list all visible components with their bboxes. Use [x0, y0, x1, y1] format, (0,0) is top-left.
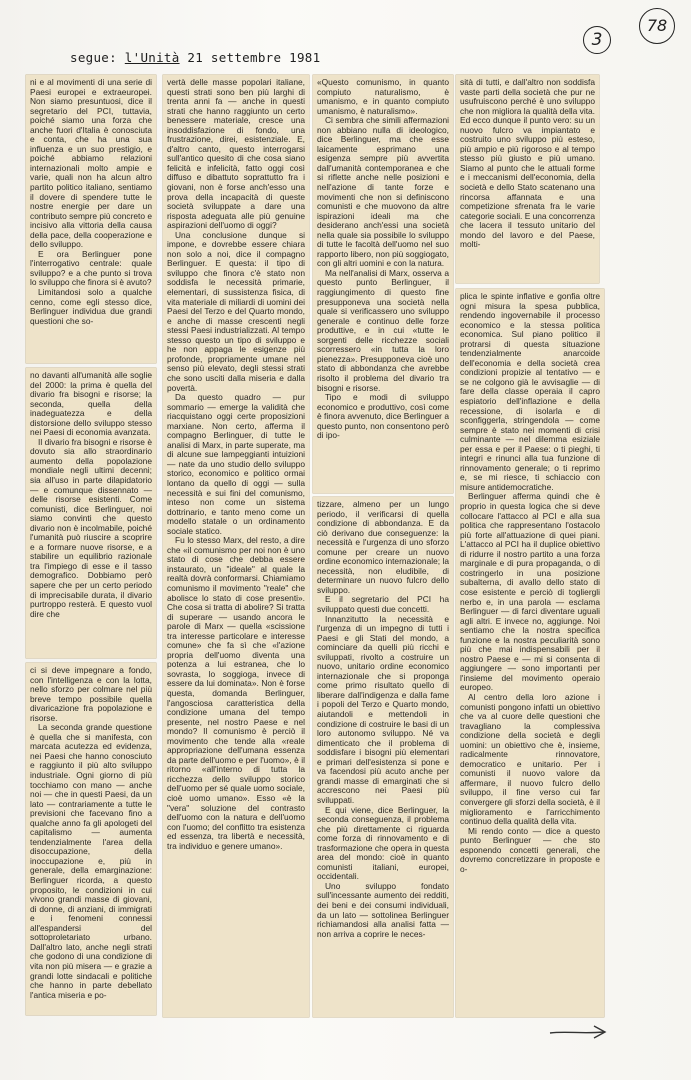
paragraph: vertà delle masse popolari italiane, questi strati sono ben più larghi di trenta anni fa — anche in questi strati che hanno raggiunto un certo benessere materiale, cresce una insoddisfazione di fondo, una frustrazione, direi, esistenziale. E, d'altro canto, questo interrogarsi sull'antico quesito di che cosa siano felicità e infelicità, fatto oggi così diffuso e dibattuto soprattutto fra i giovani, non è forse anch'esso una prova della incapacità di queste società sviluppate a dare una risposta adeguata alle più genuine aspirazioni dell'uomo di oggi? — [167, 77, 305, 231]
header-prefix: segue: — [70, 50, 117, 65]
clipping-column-4a — [456, 75, 599, 283]
clipping-column-1a — [26, 75, 156, 363]
publication-date: 21 settembre 1981 — [187, 50, 321, 65]
clipping-column-3b — [313, 497, 453, 1017]
paragraph: Limitandosi solo a qualche cenno, come egli stesso dice, Berlinguer individua due grandi questioni che so- — [30, 287, 152, 326]
clipping-column-3a — [313, 75, 453, 493]
archive-number-mark: 78 — [639, 8, 675, 44]
clipping-column-2 — [163, 75, 309, 1017]
paragraph: Berlinguer afferma quindi che è proprio in questa logica che si deve collocare l'attacco al PCI e alla sua politica che rappresentano l'ostacolo più forte all'attuazione di quei piani. L'attacco al PCI ha il duplice obiettivo di ridurre il nostro partito a una forza marginale e di pura propaganda, o di costringerlo in una posizione subalterna, di avallo dello stato di cose esistente e perciò di togliergli nerbo e, in una parola — esclama Berlinguer — di farci diventare uguali agli altri. E invece no, aggiunge. Noi sentiamo che la nostra specifica funzione e la nostra peculiarità sono più che mai indispensabili per il nostro Paese e — mi si consenta di aggiungere — sono importanti per l'insieme del movimento operaio europeo. — [460, 491, 600, 693]
paragraph: ci si deve impegnare a fondo, con l'intelligenza e con la lotta, nello sforzo per colmare nel più breve tempo possibile quella divaricazione fra popolazione e risorse. — [30, 665, 152, 723]
paragraph: Una conclusione dunque si impone, e dovrebbe essere chiara non solo a noi, dice il compagno Berlinguer. E questa: il tipo di sviluppo che finora c'è stato non soddisfa le necessità primarie, elementari, di sussistenza fisica, di vita materiale di miliardi di uomini dei Paesi del Terzo e del Quarto mondo, e anche di masse crescenti negli stessi Paesi industrializzati. Al tempo stesso questo un tipo di sviluppo e he non appaga le esigenze più profonde, propriamente umane nel senso più elevato, degli stessi strati che sono usciti dalla miseria e dalla povertà. — [167, 229, 305, 393]
newspaper-name: l'Unità — [124, 50, 180, 65]
paragraph: «Questo comunismo, in quanto compiuto naturalismo, è umanismo, e in quanto compiuto umanismo, è naturalismo». — [317, 77, 449, 116]
paragraph: Tipo e modi di sviluppo economico e produttivo, così come è finora avvenuto, dice Berlinguer a questo punto, non consentono però di ipo- — [317, 392, 449, 441]
paragraph: Uno sviluppo fondato sull'incessante aumento dei redditi, dei beni e dei consumi individuali, da un lato — sottolinea Berlinguer richiamandosi alla analisi fatta — non arriva a coprire le neces- — [317, 880, 449, 939]
clipping-column-1c — [26, 663, 156, 1015]
paragraph: tizzare, almeno per un lungo periodo, il verificarsi di quella condizione di abbondanza. E da ciò derivano due conseguenze: la necessità e l'urgenza di uno sforzo comune per creare un nuovo ordine economico internazionale; la necessità, non eludibile, di determinare un nuovo fulcro dello sviluppo. — [317, 499, 449, 595]
clipping-column-1b — [26, 368, 156, 658]
continue-arrow-icon — [548, 1020, 608, 1044]
page-number-mark: 3 — [583, 26, 611, 54]
paragraph: Ci sembra che simili affermazioni non abbiano nulla di ideologico, dice Berlinguer, ma che esse laicamente esprimano una esigenza sempre più avvertita dall'umanità contemporanea e che si riflette anche nelle posizioni e nell'azione di tante forze e movimenti che non si definiscono comunisti e che muovono da altre ispirazioni ideali ma che desiderano anch'essi una società nella quale sia possibile lo sviluppo di tutte le facoltà dell'uomo nel suo rapporto libero, non più soggiogato, con gli altri uomini e con la natura. — [317, 115, 449, 269]
paragraph: plica le spinte inflative e gonfia oltre ogni misura la spesa pubblica, rendendo ingovernabile il processo economico e la stessa politica economica. Sul piano politico il protrarsi di questa situazione tendenzialmente anarcoide dell'economia e della società crea condizioni propizie al tentativo — e se ne colgono già le avvisaglie — di fare della classe operaia il capro espiatorio dell'inflazione e della recessione, di isolarla e di sconfiggerla, stringendola — come sempre è stato nei momenti di crisi culminante — nel dilemma esiziale per essa e per il Paese: o ti pieghi, ti integri e rinunci alla tua funzione di rinnovamento generale; o ti reprimo e, se mi riesce, ti schiaccio con misure antidemocratiche. — [460, 291, 600, 492]
clipping-column-4b — [456, 289, 604, 1017]
paragraph: no davanti all'umanità alle soglie del 2000: la prima è quella del divario fra bisogni e risorse; la seconda, quella della inadeguatezza e della distorsione dello sviluppo stesso nei Paesi di economia avanzata. — [30, 370, 152, 438]
paragraph: Ma nell'analisi di Marx, osserva a questo punto Berlinguer, il raggiungimento di questo fine presupponeva una società nella quale si verificassero uno sviluppo generale e continuo delle forze produttive, e in cui «tutte le sorgenti delle ricchezze sociali scorressero «in tutta la loro pienezza». Presupponeva cioè uno stato di abbondanza che avrebbe risolto il problema del divario tra bisogni e risorse. — [317, 267, 449, 393]
paragraph: E ora Berlinguer pone l'interrogativo centrale: quale sviluppo? e a che punto si trova lo sviluppo che finora si è avuto? — [30, 248, 152, 288]
paragraph: Fu lo stesso Marx, del resto, a dire che «il comunismo per noi non è uno stato di cose che debba essere instaurato, un "ideale" al quale la realtà dovrà conformarsi. Chiamiamo comunismo il movimento "reale" che abolisce lo stato di cose presenti». Che cosa si tratta di abolire? Si tratta di superare — usando ancora le parole di Marx — quella «scissione tra interesse particolare e interesse comune» che fa sì che «l'azione propria dell'uomo diventa una potenza a lui estranea, che lo sovrasta, lo soggioga, invece di essere da lui dominata». Non è forse questa, domanda Berlinguer, l'angosciosa caratteristica della condizione umana del tempo presente, nel nostro Paese e nel mondo? Il comunismo è perciò il movimento che tende alla «reale appropriazione dell'umana essenza da parte dell'uomo e per l'uomo», è il ritorno «all'interno di tutta la ricchezza dello sviluppo storico dell'uomo per sé quale uomo sociale, cioè uomo umano». Esso «è la "vera" soluzione del contrasto dell'uomo con la natura e dell'uomo con l'uomo; del conflitto tra esistenza ed essenza, tra libertà e necessità, tra individuo e genere umano». — [167, 535, 306, 851]
paragraph: E il segretario del PCI ha sviluppato questi due concetti. — [317, 594, 449, 615]
paragraph: ni e al movimenti di una serie di Paesi europei e extraeuropei. Non siamo presuntuosi, dice il segretario del PCI, tuttavia, poiché siamo una forza che anche fuori d'Italia è conosciuta e conta, che ha una sua influenza e un suo prestigio, e poiché abbiamo relazioni internazionali molto ampie e varie, quali non ha alcun altro partito politico italiano, sentiamo il dovere di spendere tutte le nostre energie per dare un contributo sempre più concreto e incisivo alla vittoria della causa della pace, della cooperazione e dello sviluppo. — [30, 77, 152, 250]
paragraph: E qui viene, dice Berlinguer, la seconda conseguenza, il problema che più direttamente ci riguarda come forza di rinnovamento e di trasformazione che opera in questa area del mondo: cioè in quanto comunisti italiani, europei, occidentali. — [317, 804, 449, 882]
paragraph: Innanzitutto la necessità e l'urgenza di un impegno di tutti i Paesi e gli Stati del mondo, a cominciare da quelli più ricchi e sviluppati, rivolto a costruire un nuovo, unitario ordine economico internazionale che si proponga come primo risultato quello di liberare dall'indigenza e dalla fame i popoli del Terzo e Quarto mondo, aiutandoli e mettendoli in condizione di costruire le basi di un loro autonomo sviluppo. Né va dimenticato che il problema di soddisfare i bisogni più elementari e primari dell'esistenza si pone e va facendosi più acuto anche per grandi masse di emarginati che si accrescono nei Paesi più sviluppati. — [317, 613, 449, 805]
paragraph: Da questo quadro — pur sommario — emerge la validità che riacquistano oggi certe proposizioni marxiane. Non certo, afferma il compagno Berlinguer, di tutte le analisi di Marx, in parte superate, ma di alcune sue lampeggianti intuizioni — nate da uno studio dello sviluppo storico, economico e politico ormai lontano da quello di oggi — sulla necessità e sui fini del comunismo, inteso non come un sistema dottrinario, e tanto meno come un modello statale o un ordinamento sociale statico. — [167, 392, 305, 536]
paragraph: Al centro della loro azione i comunisti pongono infatti un obiettivo che va al cuore delle questioni che travagliano la complessiva condizione della società e degli uomini: un obiettivo che è, insieme, radicalmente rinnovatore, democratico e unitario. Per i comunisti il nuovo valore da affermare, il nuovo fulcro dello sviluppo, il fine verso cui far convergere gli sforzi della società, è il miglioramento e l'arricchimento continuo della qualità della vita. — [460, 691, 600, 827]
paragraph: Il divario fra bisogni e risorse è dovuto sia allo straordinario aumento della popolazione mondiale negli ultimi decenni; sia all'uso in parte dilapidatorio — e comunque dissennato — delle risorse esistenti. Come comunisti, dice Berlinguer, noi siamo convinti che questo divario non è incolmabile, poiché l'umanità può riuscire a scoprire e a formare nuove risorse, e a stabilire un equilibrio razionale tra l'impiego di esse e il tasso demografico. Dobbiamo però sapere che per un certo periodo di imprecisabile durata, il divario purtroppo resterà. E questo vuol dire che — [30, 436, 152, 619]
paragraph: Mi rendo conto — dice a questo punto Berlinguer — che sto esponendo concetti generali, che dovremo concretizzare in proposte e o- — [460, 825, 600, 874]
paragraph: La seconda grande questione è quella che si manifesta, con marcata acutezza ed evidenza, nei Paesi che hanno conosciuto e raggiunto il più alto sviluppo industriale. Ogni giorno di più tocchiamo con mano — anche noi — che in questi Paesi, da un lato — contrariamente a tutte le previsioni che facevano fino a qualche anno fa gli apologeti del capitalismo — aumenta tendenzialmente l'area della disoccupazione, della inoccupazione e, più in generale, della emarginazione: Berlinguer ricorda, a questo proposito, le condizioni in cui vivono grandi masse di giovani, di donne, di anziani, di immigrati e i fenomeni connessi all'espandersi del sottoproletariato urbano. Dall'altro lato, anche negli strati che godono di una condizione di vita non più misera — e grazie a grandi lotte sindacali e politiche che hanno in parte debellato l'antica miseria e po- — [30, 722, 152, 1000]
paragraph: sità di tutti, e dall'altro non soddisfa vaste parti della società che pur ne usufruiscono perché è uno sviluppo che non migliora la qualità della vita. Ed ecco dunque il punto vero: su un nuovo fulcro va impiantato e costruito uno sviluppo più esteso, più ampio e più rigoroso e al tempo stesso più giusto e più umano. Siamo al punto che le attuali forme e i meccanismi dell'economia, della società e dello Stato scatenano una rincorsa affannata e una competizione sfrenata fra le varie categorie sociali. E una concorrenza che lacera il tessuto unitario del mondo del lavoro e del Paese, molti- — [460, 77, 596, 250]
page-header — [70, 50, 490, 70]
